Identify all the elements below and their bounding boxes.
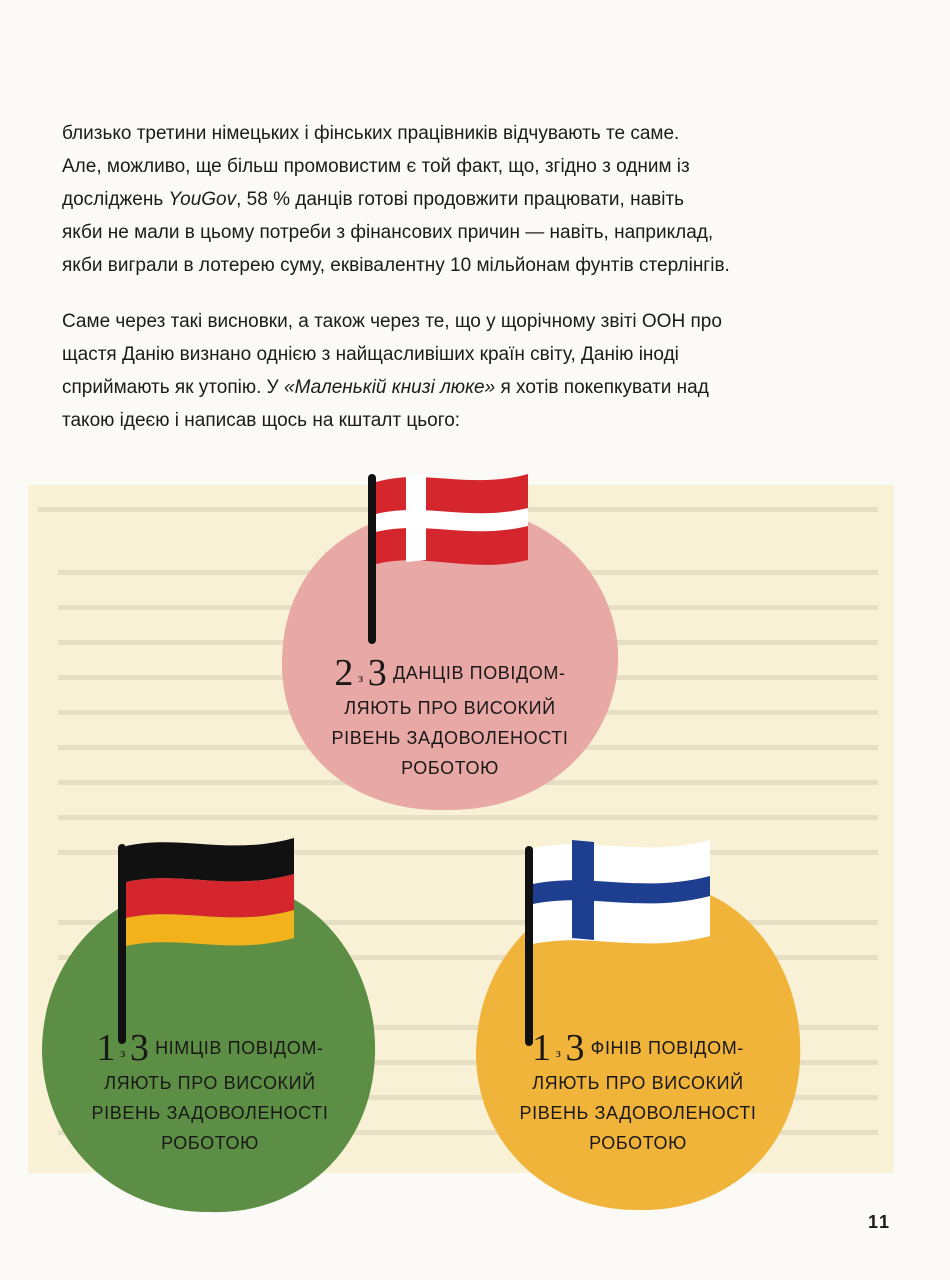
caption-line: ЛЯЮТЬ ПРО ВИСОКИЙ (532, 1073, 744, 1093)
text-span: , 58 % данців готові продовжити працювати, навіть (236, 189, 685, 210)
text-line: такою ідеєю і написав щось на кшталт цього: (62, 410, 461, 431)
finland-fraction-line (488, 1027, 788, 1069)
germany-number: 1 (96, 1027, 117, 1069)
finland-total: 3 (565, 1027, 586, 1069)
of-word: з (357, 670, 364, 685)
germany-total: 3 (129, 1027, 150, 1069)
book-title: «Маленькій книзі люке» (284, 377, 496, 398)
paragraph-1 (62, 117, 852, 282)
finland-flag-icon (533, 840, 710, 944)
finland-number: 1 (532, 1027, 552, 1069)
denmark-number: 2 (334, 652, 354, 694)
caption-line: РОБОТОЮ (161, 1133, 259, 1153)
text-line (62, 371, 852, 404)
of-word: з (120, 1045, 126, 1060)
page-number: 11 (868, 1212, 892, 1232)
text-span: я хотів покепкувати над (495, 377, 709, 398)
text-line: близько третини німецьких і фінських працівників відчувають те саме. (62, 123, 680, 144)
germany-flag-icon (126, 838, 294, 946)
germany-fraction-line (60, 1027, 360, 1069)
source-name: YouGov (168, 189, 237, 210)
flagpole (368, 474, 376, 644)
paragraph-2 (62, 305, 852, 437)
text-span: досліджень (62, 189, 169, 210)
caption-line: ЛЯЮТЬ ПРО ВИСОКИЙ (104, 1073, 316, 1093)
of-word: з (555, 1045, 562, 1060)
caption-line: РОБОТОЮ (589, 1133, 687, 1153)
finland-caption (488, 1027, 788, 1158)
caption-line: РІВЕНЬ ЗАДОВОЛЕНОСТІ (519, 1103, 757, 1123)
caption-line: РІВЕНЬ ЗАДОВОЛЕНОСТІ (91, 1103, 329, 1123)
caption-line: ДАНЦІВ ПОВІДОМ- (392, 663, 566, 683)
caption-line: РОБОТОЮ (401, 758, 499, 778)
germany-caption (60, 1027, 360, 1158)
caption-line: ФІНІВ ПОВІДОМ- (590, 1038, 744, 1058)
text-span: сприймають як утопію. У (62, 377, 285, 398)
text-line (62, 183, 852, 216)
denmark-total: 3 (367, 652, 388, 694)
flagpole (525, 846, 533, 1046)
text-line: щастя Данію визнано однією з найщасливіших країн світу, Данію іноді (62, 344, 679, 365)
caption-line: НІМЦІВ ПОВІДОМ- (155, 1038, 324, 1058)
text-line: якби не мали в цьому потреби з фінансових причин — навіть, наприклад, (62, 222, 714, 243)
flagpole (118, 844, 126, 1044)
denmark-flag-icon (376, 474, 528, 565)
denmark-fraction-line (300, 652, 600, 694)
text-line: якби виграли в лотерею суму, еквівалентну 10 мільйонам фунтів стерлінгів. (62, 255, 730, 276)
text-line: Але, можливо, ще більш промовистим є той факт, що, згідно з одним із (62, 156, 690, 177)
text-line: Саме через такі висновки, а також через те, що у щорічному звіті ООН про (62, 311, 722, 332)
germany-blob-graphic (30, 830, 400, 1220)
caption-line: РІВЕНЬ ЗАДОВОЛЕНОСТІ (331, 728, 569, 748)
finland-blob-graphic (460, 830, 820, 1220)
denmark-caption (300, 652, 600, 783)
caption-line: ЛЯЮТЬ ПРО ВИСОКИЙ (344, 698, 556, 718)
